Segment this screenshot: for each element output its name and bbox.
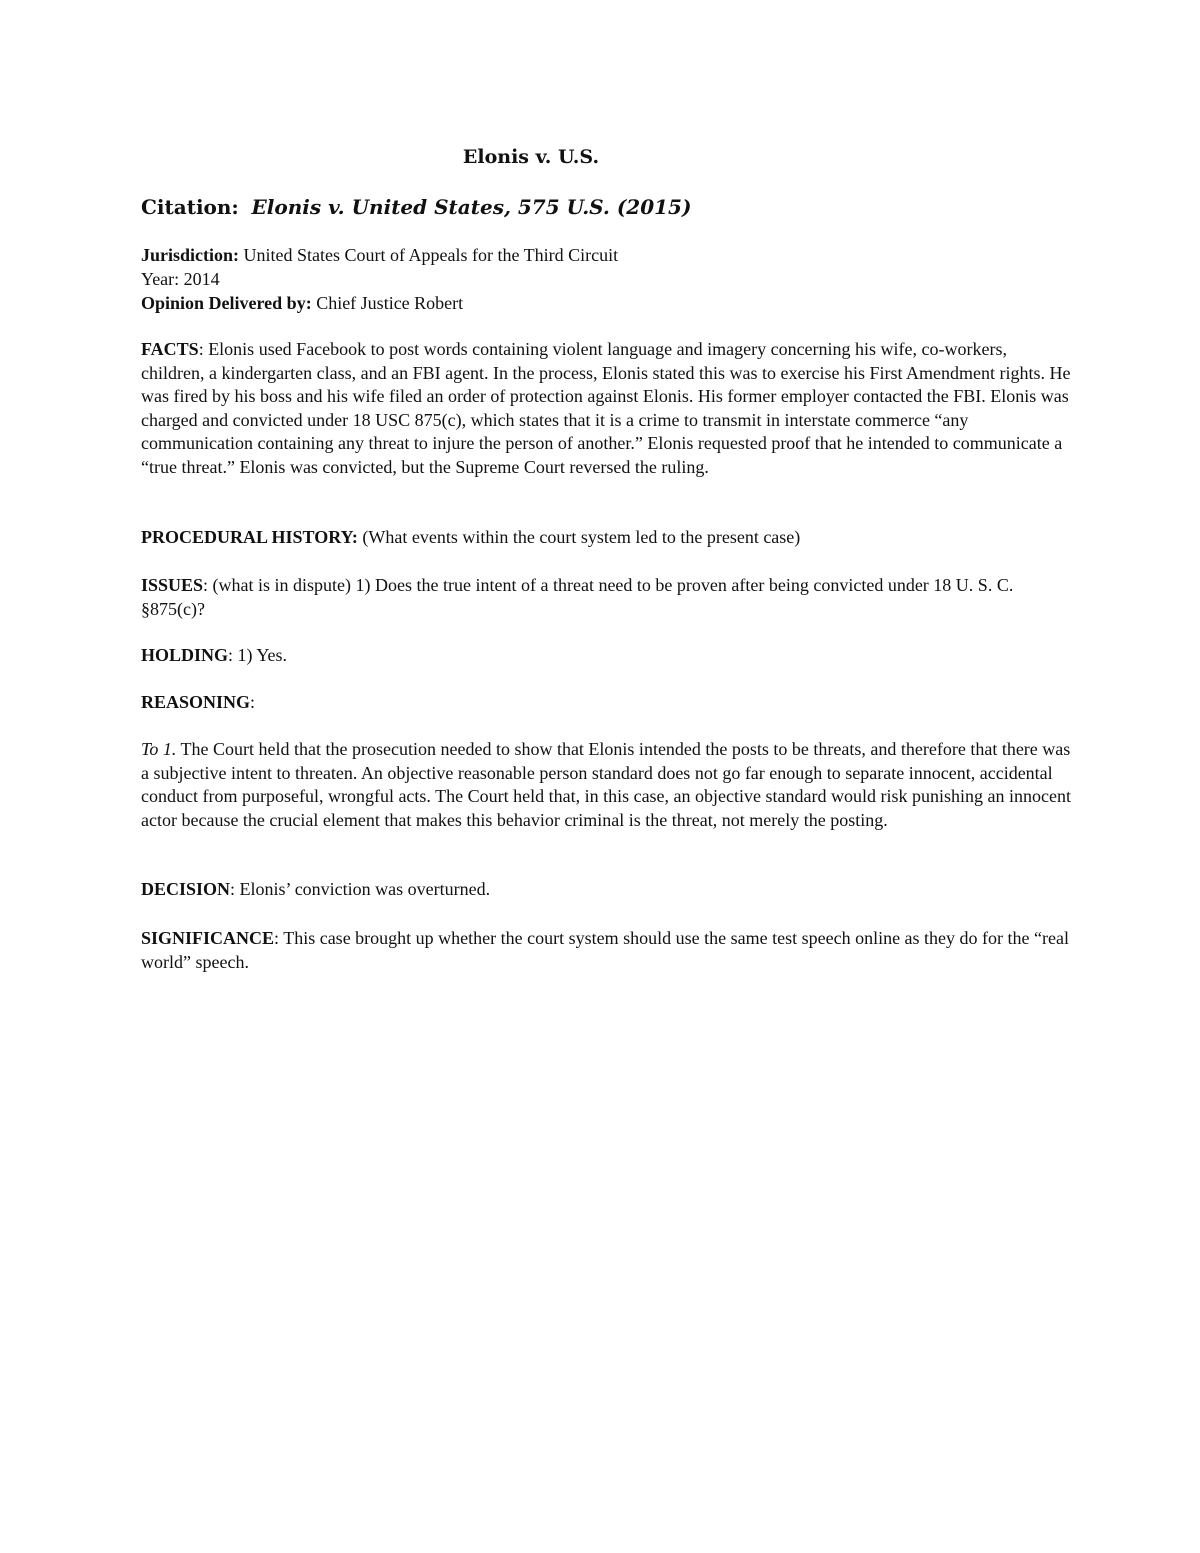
decision-section <box>141 878 1071 902</box>
reasoning-text: : <box>250 692 256 712</box>
reasoning-detail-text: The Court held that the prosecution needed to show that Elonis intended the posts to be threats, and therefore that there was a subjective intent to threaten. An objective reasonable person standard does not go far enough to separate innocent, accidental conduct from purposeful, wrongful acts. The Court held that, in this case, an objective standard would risk punishing an innocent actor because the crucial element that makes this behavior criminal is the threat, not merely the posting. <box>141 739 1071 830</box>
opinion-line <box>141 291 618 315</box>
jurisdiction-label: Jurisdiction: <box>141 245 240 265</box>
opinion-value: Chief Justice Robert <box>316 293 464 313</box>
decision-text: : Elonis’ conviction was overturned. <box>230 879 491 899</box>
procedural-history-section <box>141 526 1071 550</box>
reasoning-section <box>141 691 1071 715</box>
issues-text: : (what is in dispute) 1) Does the true intent of a threat need to be proven after being convicted under 18 U. S. C. §875(c)? <box>141 575 1014 619</box>
issues-label: ISSUES <box>141 575 204 595</box>
facts-text: : Elonis used Facebook to post words containing violent language and imagery concerning his wife, co-workers, children, a kindergarten class, and an FBI agent. In the process, Elonis stated this was to exercise his First Amendment rights. He was fired by his boss and his wife filed an order of protection against Elonis. His former employer contacted the FBI. Elonis was charged and convicted under 18 USC 875(c), which states that it is a crime to transmit in interstate commerce “any communication containing any threat to injure the person of another.” Elonis requested proof that he intended to communicate a “true threat.” Elonis was convicted, but the Supreme Court reversed the ruling. <box>141 339 1071 477</box>
jurisdiction-value: United States Court of Appeals for the Third Circuit <box>243 245 619 265</box>
holding-section <box>141 644 1071 668</box>
opinion-label: Opinion Delivered by: <box>141 293 312 313</box>
holding-label: HOLDING <box>141 645 229 665</box>
significance-section <box>141 927 1071 974</box>
decision-label: DECISION <box>141 879 231 899</box>
significance-label: SIGNIFICANCE <box>141 928 275 948</box>
reasoning-label: REASONING <box>141 692 251 712</box>
holding-text: : 1) Yes. <box>228 645 288 665</box>
facts-label: FACTS <box>141 339 199 359</box>
citation-line <box>141 195 691 219</box>
citation-value: Elonis v. United States, 575 U.S. (2015) <box>251 195 692 219</box>
document-title: Elonis v. U.S. <box>462 146 600 168</box>
reasoning-detail-section <box>141 738 1071 832</box>
citation-label: Citation: <box>141 195 239 219</box>
jurisdiction-line <box>141 243 618 267</box>
year-line: Year: 2014 <box>141 269 220 289</box>
issues-section <box>141 574 1071 621</box>
case-metadata <box>141 243 618 315</box>
facts-section <box>141 338 1071 480</box>
procedural-history-label: PROCEDURAL HISTORY: <box>141 527 358 547</box>
procedural-history-text: (What events within the court system led to the present case) <box>357 527 801 547</box>
reasoning-detail-lead: To 1. <box>141 739 177 759</box>
significance-text: : This case brought up whether the court system should use the same test speech online as they do for the “real world” speech. <box>141 928 1069 972</box>
